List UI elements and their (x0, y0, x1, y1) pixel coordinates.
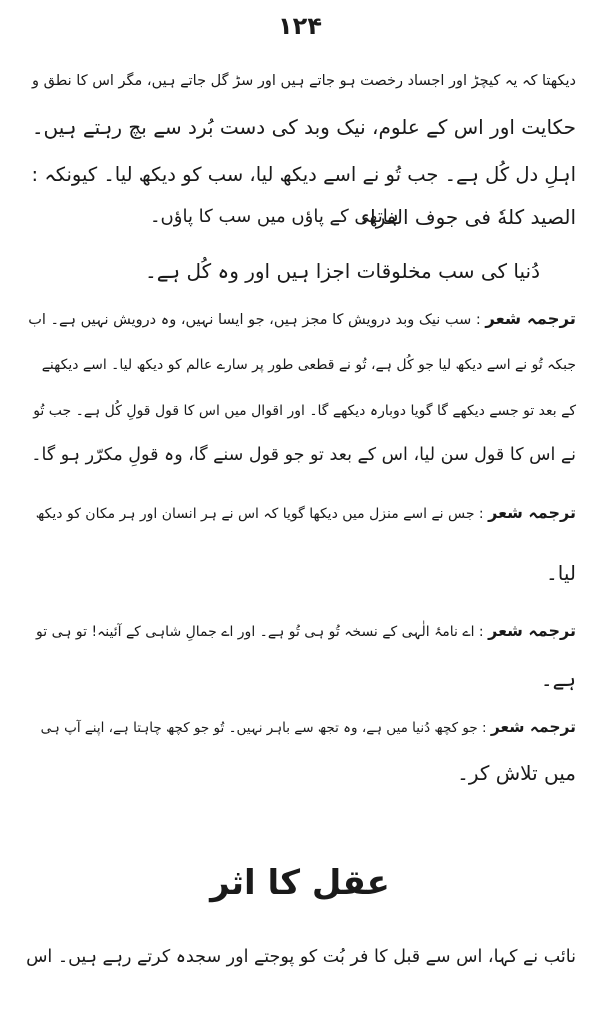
arabic-quote: الصيد كلهٗ فى جوف الفراء (360, 205, 576, 229)
paragraph-3-line-1: دُنیا کی سب مخلوقات اجزا ہیں اور وہ کُل ہے۔ (144, 259, 540, 283)
quote-translation: ہاتھی کے پاؤں میں سب کا پاؤں۔ (150, 206, 399, 227)
paragraph-5-text: : جس نے اسے منزل میں دیکھا گویا کہ اس نے ہر انسان اور ہر مکان کو دیکھ (35, 506, 484, 522)
page-number: ۱۲۴ (278, 12, 322, 40)
paragraph-6-line-2: ہے۔ (540, 667, 576, 691)
paragraph-1-line-2: حکایت اور اس کے علوم، نیک وبد کی دست بُرد سے بچ رہتے ہیں۔ (31, 115, 576, 139)
verse-translation-label: ترجمہ شعر (488, 503, 576, 522)
paragraph-4-line-3: کے بعد تو جسے دیکھے گا گویا دوبارہ دیکھے گا۔ اور اقوال میں اس کا قول قولِ کُل ہے۔ جب تُو (33, 403, 576, 419)
paragraph-6-line-1 (36, 614, 576, 649)
paragraph-7-text: : جو کچھ دُنیا میں ہے، وہ تجھ سے باہر نہیں۔ تُو جو کچھ چاہتا ہے، اپنے آپ ہی (40, 720, 487, 736)
paragraph-7-line-1 (41, 710, 576, 745)
paragraph-7-line-2: میں تلاش کر۔ (457, 761, 576, 785)
verse-translation-label: ترجمہ شعر (490, 718, 576, 736)
paragraph-5-line-2: لیا۔ (546, 561, 576, 585)
paragraph-2-line-1: اہلِ دل کُل ہے۔ جب تُو نے اسے دیکھ لیا، سب کو دیکھ لیا۔ کیونکہ : (31, 163, 576, 186)
section-heading: عقل کا اثر (210, 863, 390, 903)
paragraph-4-line-1 (28, 302, 576, 337)
paragraph-8-line-1: نائب نے کہا، اس سے قبل کا فر بُت کو پوجتے اور سجدہ کرتے رہے ہیں۔ اس (26, 947, 576, 967)
paragraph-4-line-2: جبکہ تُو نے اسے دیکھ لیا جو کُل ہے، تُو نے قطعی طور پر سارے عالم کو دیکھ لیا۔ اسے دیکھنے (41, 357, 576, 373)
verse-translation-label: ترجمہ شعر (485, 309, 576, 328)
paragraph-4-line-4: نے اس کا قول سن لیا، اس کے بعد تو جو قول سنے گا، وہ قولِ مکرّر ہو گا۔ (31, 445, 576, 465)
paragraph-6-text: : اے نامۂ الٰہی کے نسخہ تُو ہی تُو ہے۔ اور اے جمالِ شاہی کے آئینہ! تو ہی تو (36, 624, 484, 640)
verse-translation-label: ترجمہ شعر (488, 621, 576, 640)
paragraph-1-line-1: دیکھتا کہ یہ کیچڑ اور اجساد رخصت ہو جاتے ہیں اور سڑ گل جاتے ہیں، مگر اس کا نطق و (32, 73, 576, 89)
paragraph-4-text: : سب نیک وبد درویش کا مجز ہیں، جو ایسا نہیں، وہ درویش نہیں ہے۔ اب (28, 312, 481, 328)
paragraph-5-line-1 (36, 496, 576, 531)
